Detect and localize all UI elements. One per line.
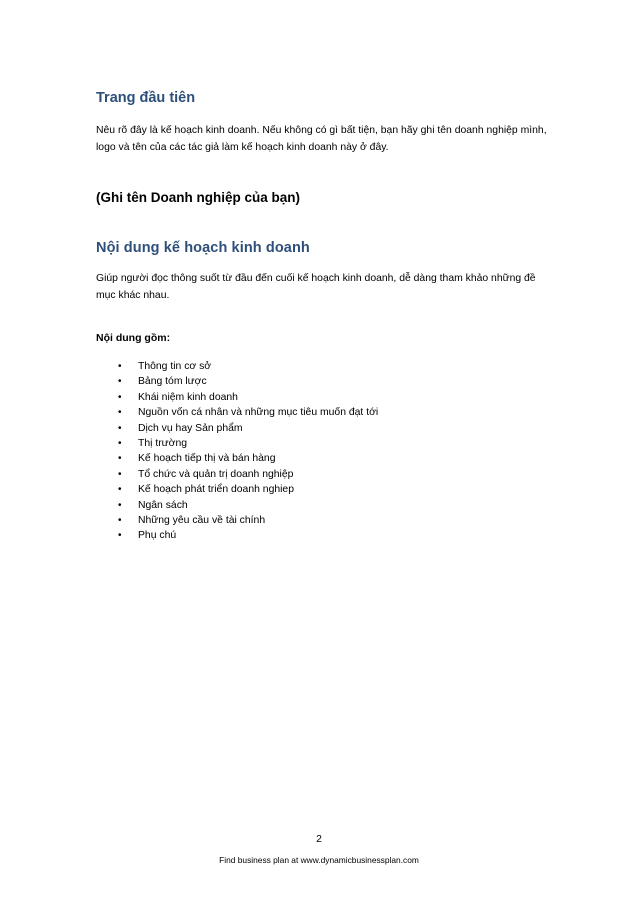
bullet-icon: •: [118, 514, 122, 526]
bullet-icon: •: [118, 484, 122, 496]
list-item-text: Thông tin cơ sở: [138, 361, 212, 372]
bullet-icon: •: [118, 453, 122, 465]
section-body-first-page: Nêu rõ đây là kế hoạch kinh doanh. Nếu không có gì bất tiện, bạn hãy ghi tên doanh nghiệp mình, logo và tên của các tác giả làm kế hoạch kinh doanh này ở đây.: [96, 125, 547, 153]
bullet-icon: •: [118, 391, 122, 403]
list-item-text: Tổ chức và quản trị doanh nghiệp: [138, 468, 294, 480]
list-item-text: Dịch vụ hay Sản phẩm: [138, 422, 243, 434]
page-number: 2: [316, 834, 322, 845]
bullet-icon: •: [118, 499, 122, 511]
section-title-first-page: Trang đầu tiên: [96, 90, 196, 106]
list-item-text: Những yêu cầu về tài chính: [138, 514, 266, 526]
bullet-icon: •: [118, 422, 122, 434]
bullet-icon: •: [118, 437, 122, 449]
bullet-icon: •: [118, 376, 122, 388]
list-item-text: Thị trường: [138, 437, 187, 449]
list-item-text: Phụ chú: [138, 530, 177, 542]
bullet-icon: •: [118, 468, 122, 480]
contents-label: Nội dung gồm:: [96, 332, 171, 344]
list-item-text: Nguồn vốn cá nhân và những mục tiêu muốn đạt tới: [138, 407, 379, 419]
page-footer: Find business plan at www.dynamicbusinessplan.com: [219, 855, 419, 865]
list-item-text: Kế hoạch tiếp thị và bán hàng: [138, 453, 276, 465]
section-title-contents: Nội dung kế hoạch kinh doanh: [96, 240, 310, 256]
bullet-icon: •: [118, 530, 122, 542]
list-item-text: Kế hoạch phát triển doanh nghiep: [138, 484, 294, 496]
bullet-icon: •: [118, 407, 122, 419]
list-item-text: Ngân sách: [138, 499, 188, 511]
bullet-icon: •: [118, 361, 122, 372]
list-item-text: Bảng tóm lược: [138, 376, 207, 388]
section-body-contents: Giúp người đọc thông suốt từ đầu đến cuối kế hoạch kinh doanh, dễ dàng tham khảo những đề mục khác nhau.: [96, 273, 536, 301]
list-item-text: Khái niệm kinh doanh: [138, 391, 238, 403]
company-name-placeholder: (Ghi tên Doanh nghiệp của bạn): [96, 190, 300, 205]
